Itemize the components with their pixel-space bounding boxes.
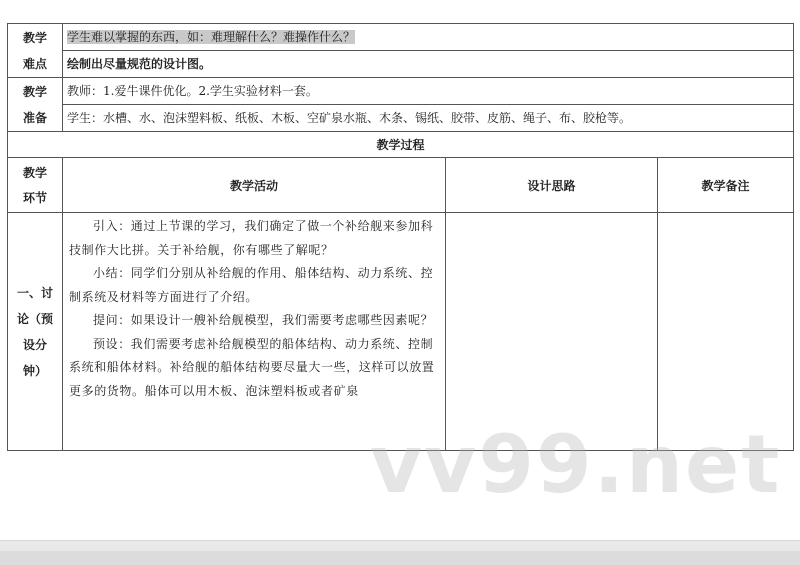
activity-paragraph-question: 提问：如果设计一艘补给舰模型，我们需要考虑哪些因素呢？ (93, 313, 434, 327)
difficulty-line2: 绘制出尽量规范的设计图。 (63, 51, 794, 78)
bottom-band-shade (0, 551, 800, 565)
difficulty-label (8, 24, 63, 78)
difficulty-line1-cell (63, 24, 794, 51)
stage1-name (8, 213, 63, 451)
activity-paragraph-preset: 预设：我们需要考虑补给舰模型的船体结构、动力系统、控制系统和船体材料。补给舰的船体结构要尽量大一些，这样可以放置更多的货物。船体可以用木板、泡沫塑料板或者矿泉 (69, 336, 435, 398)
activity-paragraph-summary: 小结：同学们分别从补给舰的作用、船体结构、动力系统、控制系统及材料等方面进行了介绍。 (69, 266, 434, 304)
activity-paragraph-intro: 引入：通过上节课的学习，我们确定了做一个补给舰来参加科技制作大比拼。关于补给舰，你有哪些了解呢？ (69, 219, 434, 257)
preparation-student: 学生：水槽、水、泡沫塑料板、纸板、木板、空矿泉水瓶、木条、锡纸、胶带、皮筋、绳子、布、胶枪等。 (63, 105, 794, 132)
stage1-name-line: 论（预 (16, 311, 53, 326)
preparation-teacher: 教师：1.爱牛课件优化。2.学生实验材料一套。 (63, 78, 794, 105)
design-header: 设计思路 (446, 158, 658, 213)
preparation-label-bottom: 准备 (22, 110, 47, 125)
activity-header: 教学活动 (63, 158, 446, 213)
watermark: vv99.net (370, 418, 782, 511)
stage1-design (446, 213, 658, 451)
difficulty-label-bottom: 难点 (22, 56, 47, 71)
stage1-name-line: 设分 (22, 337, 47, 352)
stage1-name-line: 钟） (22, 363, 47, 378)
stage-header (8, 158, 63, 213)
stage1-name-line: 一、讨 (16, 285, 53, 300)
process-title: 教学过程 (8, 132, 794, 158)
bottom-scroll-band (0, 540, 800, 565)
preparation-label-top: 教学 (22, 84, 47, 99)
notes-header: 教学备注 (658, 158, 794, 213)
difficulty-line1: 学生难以掌握的东西，如：难理解什么？难操作什么？ (67, 30, 356, 44)
stage1-notes (658, 213, 794, 451)
stage-header-top: 教学 (22, 166, 47, 180)
lesson-plan-table (7, 23, 794, 451)
stage1-activity (63, 213, 446, 451)
stage-header-bottom: 环节 (22, 191, 47, 205)
difficulty-label-top: 教学 (22, 30, 47, 45)
preparation-label (8, 78, 63, 132)
